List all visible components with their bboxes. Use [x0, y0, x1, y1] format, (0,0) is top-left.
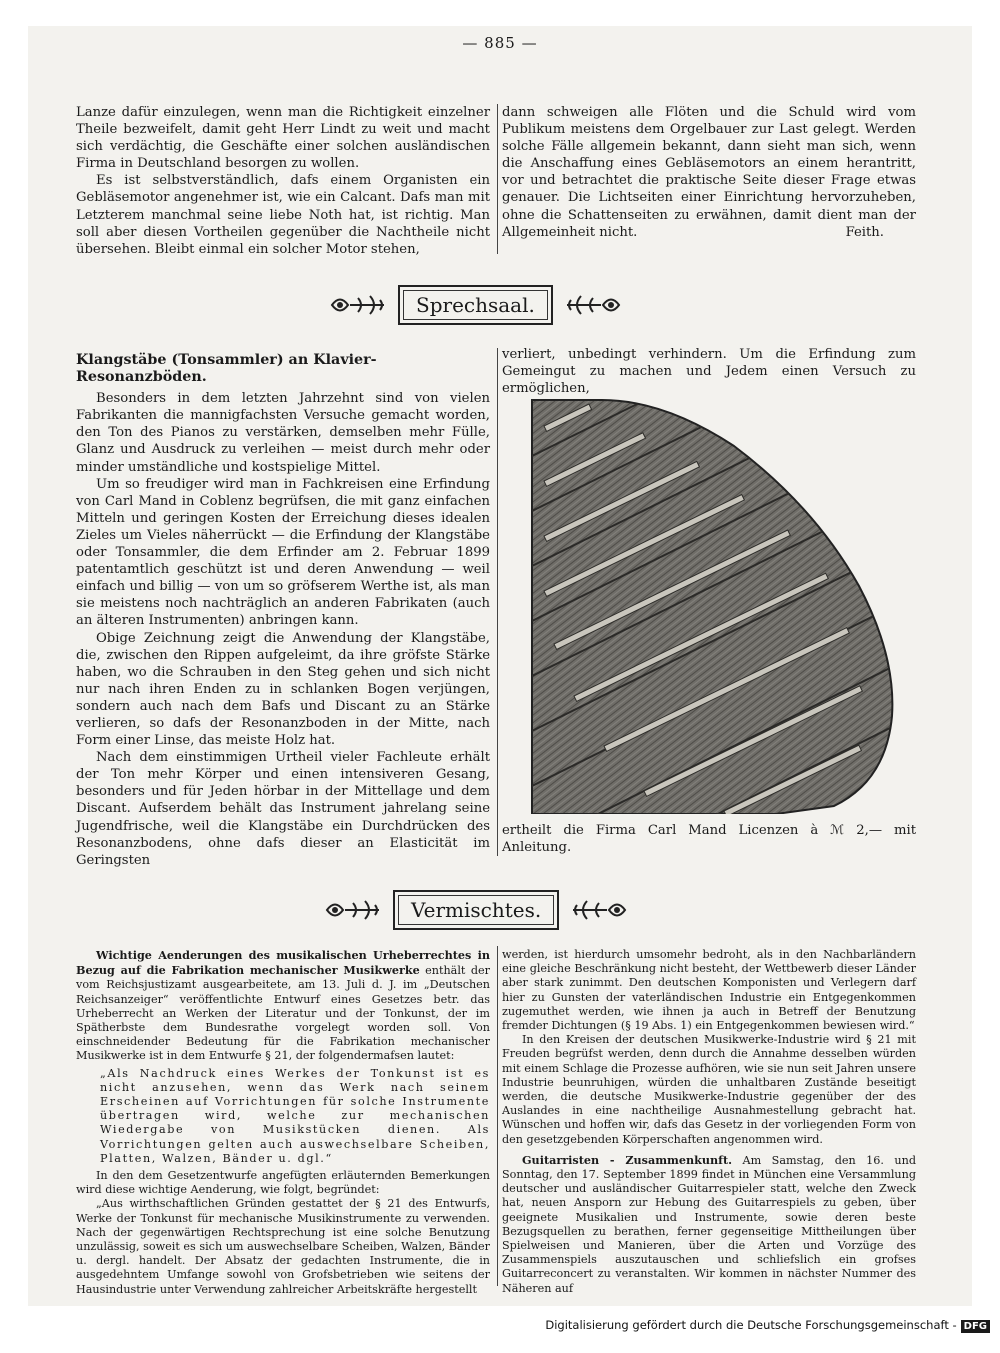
- article-left-column: [76, 352, 490, 869]
- misc-item-text: enthält der vom Reichsjustizamt ausgearbeitete, am 13. Juli d. J. im „Deutschen Reichsanzeiger“ veröffentlichte Entwurf eines Gesetzes betr. das Urheberrecht an Werken der Literatur und der Tonkunst, der im Spätherbste dem Bundesrathe vorgelegt worden soll. Von einschneidender Bedeutung für die Fabrikation mechanischer Musikwerke ist in dem Entwurfe § 21, der folgendermafsen lautet:: [76, 964, 490, 1063]
- digitization-footer: [0, 1318, 990, 1333]
- misc-paragraph: [76, 948, 490, 1064]
- heading-text: Sprechsaal.: [416, 293, 535, 317]
- top-right-column: [502, 104, 916, 241]
- heading-box: [398, 285, 553, 325]
- article-right-bottom: [502, 822, 916, 856]
- column-rule: [497, 946, 498, 1286]
- misc-left-column: [76, 948, 490, 1297]
- ornament-right-icon: [561, 290, 621, 320]
- top-left-paragraph: Es ist selbstverständlich, dafs einem Organisten ein Gebläsemotor angenehmer ist, wie ein Calcant. Dafs man mit Letzterem manchmal seine liebe Noth hat, ist richtig. Man soll aber diesen Vortheilen gegenüber die Nachtheile nicht übersehen. Bleibt einmal ein solcher Motor stehen,: [76, 173, 490, 257]
- signature: Feith.: [845, 224, 884, 240]
- top-left-paragraph: Lanze dafür einzulegen, wenn man die Richtigkeit einzelner Theile bezweifelt, damit geht Herr Lindt zu weit und macht sich verdächtig, die Geschäfte einer solchen ausländischen Firma in Deutschland besorgen zu wollen.: [76, 105, 490, 172]
- section-heading-sprechsaal: [330, 285, 621, 325]
- misc-item-title: Wichtige Aenderungen des musikalischen Urheberrechtes in Bezug auf die Fabrikation mechanischer Musikwerke: [76, 948, 490, 978]
- soundboard-illustration: [514, 386, 896, 814]
- article-paragraph: Besonders in dem letzten Jahrzehnt sind von vielen Fabrikanten die mannigfachsten Versuche gemacht worden, den Ton des Pianos zu verstärken, demselben mehr Fülle, Glanz und Ausdruck zu verleihen — meist durch mehr oder minder umständliche und kostspielige Mittel.: [76, 391, 490, 475]
- ornament-left-icon: [330, 290, 390, 320]
- ornament-right-icon: [567, 895, 627, 925]
- footer-text: Digitalisierung gefördert durch die Deutsche Forschungsgemeinschaft -: [545, 1318, 957, 1332]
- article-paragraph: verliert, unbedingt verhindern. Um die Erfindung zum Gemeingut zu machen und Jedem einen Versuch zu ermöglichen,: [502, 347, 916, 397]
- misc-right-column: [502, 948, 916, 1296]
- top-left-column: [76, 104, 490, 258]
- article-paragraph: Um so freudiger wird man in Fachkreisen eine Erfindung von Carl Mand in Coblenz begrüfsen, die mit ganz einfachen Mitteln und geringen Kosten der Erreichung dieses idealen Zieles um Vieles näherrückt — die Erfindung der Klangstäbe oder Tonsammler, die dem Erfinder am 2. Februar 1899 patentamtlich geschützt ist und deren Anwendung — weil einfach und billig — von um so gröfserem Werthe ist, als man sie meistens noch nachträglich an anderen Fabrikaten (auch an älteren Instrumenten) anbringen kann.: [76, 476, 490, 629]
- misc-paragraph: [502, 1153, 916, 1296]
- misc-quote: „Als Nachdruck eines Werkes der Tonkunst ist es nicht anzusehen, wenn das Werk nach seinem Erscheinen auf Vorrichtungen für solche Instrumente übertragen wird, welche zur mechanischen Wiedergabe von Musikstücken dienen. Als Vorrichtungen gelten auch auswechselbare Scheiben, Platten, Walzen, Bänder u. dgl.“: [100, 1066, 490, 1165]
- top-right-paragraph: dann schweigen alle Flöten und die Schuld wird vom Publikum meistens dem Orgelbauer zur Last gelegt. Werden solche Fälle allgemein bekannt, dann sieht man sich, wenn die Anschaffung eines Gebläsemotors an einem herantritt, vor und betrachtet die praktische Seite dieser Frage etwas genauer. Die Lichtseiten einer Einrichtung hervorzuheben, ohne die Schattenseiten zu erwähnen, damit dient man der Allgemeinheit nicht.: [502, 105, 916, 240]
- misc-item-title: Guitarristen - Zusammenkunft.: [522, 1152, 733, 1167]
- column-rule: [497, 348, 498, 856]
- ornament-left-icon: [325, 895, 385, 925]
- article-paragraph: Nach dem einstimmigen Urtheil vieler Fachleute erhält der Ton mehr Körper und einen intensiveren Gesang, besonders und für Jeden hörbar in der Mittellage und dem Discant. Aufserdem behält das Instrument jahrelang seine Jugendfrische, weil die Klangstäbe ein Durchdrücken des Resonanzbodens, ohne dafs dieser an Elasticität im Geringsten: [76, 750, 490, 868]
- misc-paragraph: In den dem Gesetzentwurfe angefügten erläuternden Bemerkungen wird diese wichtige Aenderung, wie folgt, begründet:: [76, 1169, 490, 1197]
- misc-paragraph: „Aus wirthschaftlichen Gründen gestattet der § 21 des Entwurfs, Werke der Tonkunst für mechanische Musikinstrumente zu verwenden. Nach der gegenwärtigen Rechtsprechung ist eine solche Benutzung unzulässig, soweit es sich um auswechselbare Scheiben, Walzen, Bänder u. dergl. handelt. Der Absatz der gedachten Instrumente, die in ausgedehntem Umfange sowohl von Grofsbetrieben wie seitens der Hausindustrie unter Verwendung zahlreicher Arbeitskräfte hergestellt: [76, 1197, 490, 1296]
- misc-paragraph: In den Kreisen der deutschen Musikwerke-Industrie wird § 21 mit Freuden begrüfst werden, denn durch die Annahme desselben würden mit einem Schlage die Prozesse aufhören, wie sie nun seit Jahren unsere Industrie beunruhigen, würden die unhaltbaren Zustände beseitigt werden, die deutsche Musikwerke-Industrie gegenüber der des Auslandes in eine nachtheilige Ausnahmestellung gebracht hat. Wünschen und hoffen wir, dafs das Gesetz in der vorliegenden Form von den gesetzgebenden Körperschaften angenommen wird.: [502, 1033, 916, 1146]
- page-number: — 885 —: [462, 34, 538, 52]
- heading-box: [393, 890, 559, 930]
- article-title: Klangstäbe (Tonsammler) an Klavier-Resonanzböden.: [76, 352, 377, 386]
- misc-paragraph: werden, ist hierdurch umsomehr bedroht, als in den Nachbarländern eine gleiche Beschränkung nicht besteht, der Wettbewerb dieser Länder aber stark zunimmt. Den deutschen Komponisten und Verlegern darf hier zu Gunsten der vaterländischen Industrie ein Entgegenkommen zugemuthet werden, wie ihnen ja auch in Betreff der Benutzung fremder Dichtungen (§ 19 Abs. 1) ein Entgegenkommen bewiesen wird.“: [502, 948, 916, 1033]
- column-rule: [497, 104, 498, 254]
- dfg-logo-icon: DFG: [961, 1320, 990, 1333]
- heading-text: Vermischtes.: [411, 898, 542, 922]
- article-paragraph: Obige Zeichnung zeigt die Anwendung der Klangstäbe, die, zwischen den Rippen aufgeleimt, da ihre gröfste Stärke haben, wo die Schrauben in den Steg gehen und sich nicht nur nach ihren Enden zu in schlanken Bogen verjüngen, sondern auch nach dem Bafs und Discant zu an Stärke verlieren, so dafs der Resonanzboden in der Mitte, nach Form einer Linse, das meiste Holz hat.: [76, 630, 490, 749]
- section-heading-vermischtes: [325, 890, 627, 930]
- article-paragraph: ertheilt die Firma Carl Mand Licenzen à ℳ 2,— mit Anleitung.: [502, 823, 916, 856]
- misc-item-text: Am Samstag, den 16. und Sonntag, den 17. September 1899 findet in München eine Versammlung deutscher und ausländischer Guitarrespieler statt, welche den Zweck hat, neuen Ansporn zur Hebung des Guitarrespiels zu geben, über geeignete Musikalien und Instrumente, sowie deren beste Bezugsquellen zu berathen, ferner gegenseitige Mittheilungen über Spielweisen und Manieren, über die Arten und Vorzüge des Zusammenspiels auszutauschen und schliefslich ein grofses Guitarreconcert zu veranstalten. Wir kommen in nächster Nummer des Näheren auf: [502, 1153, 916, 1295]
